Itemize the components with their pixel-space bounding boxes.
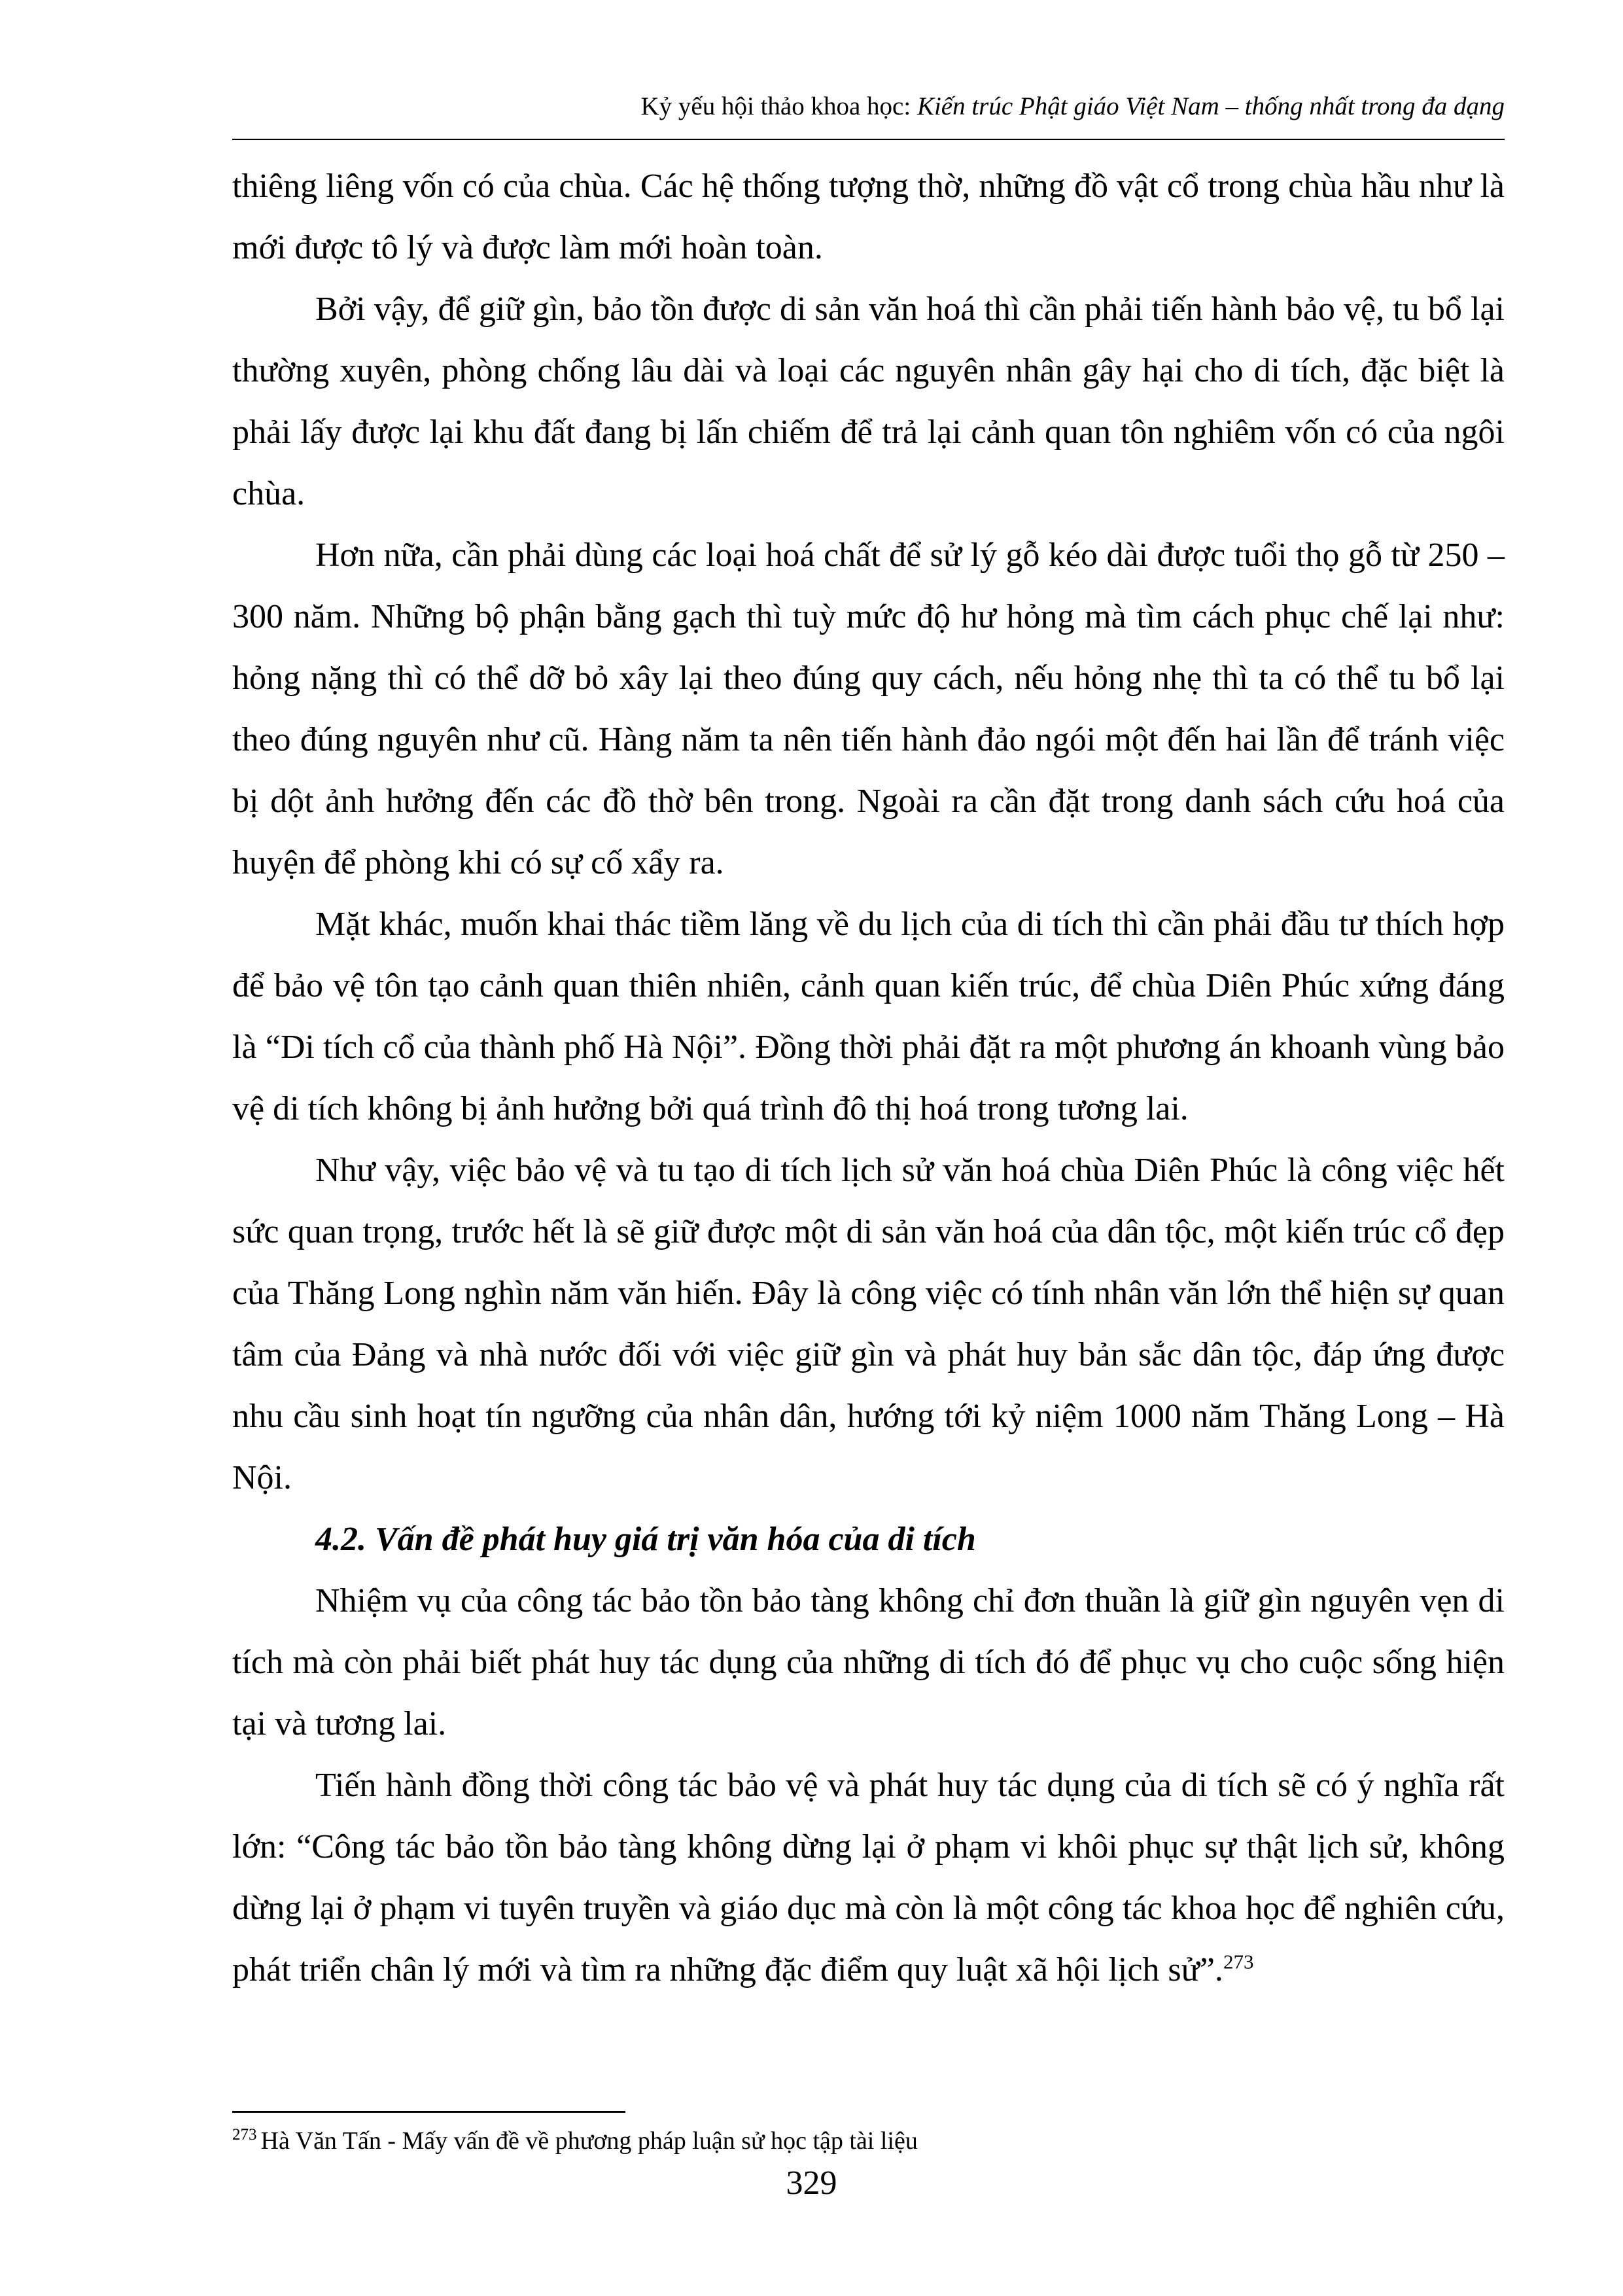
running-header-prefix: Kỷ yếu hội thảo khoa học: — [640, 92, 917, 120]
paragraph-tourism: Mặt khác, muốn khai thác tiềm lăng về du lịch của di tích thì cần phải đầu tư thích hợp để bảo vệ tôn tạo cảnh quan thiên nhiên, cảnh quan kiến trúc, để chùa Diên Phúc xứng đáng là “Di tích cổ của thành phố Hà Nội”. Đồng thời phải đặt ra một phương án khoanh vùng bảo vệ di tích không bị ảnh hưởng bởi quá trình đô thị hoá trong tương lai. — [232, 906, 1505, 1127]
running-header-title: Kiến trúc Phật giáo Việt Nam – thống nhất trong đa dạng — [916, 92, 1505, 120]
footnote-number: 273 — [232, 2126, 257, 2144]
footnote-reference[interactable]: 273 — [1223, 1950, 1254, 1973]
paragraph-conclusion: Như vậy, việc bảo vệ và tu tạo di tích lịch sử văn hoá chùa Diên Phúc là công việc hết sức quan trọng, trước hết là sẽ giữ được một di sản văn hoá của dân tộc, một kiến trúc cổ đẹp của Thăng Long nghìn năm văn hiến. Đây là công việc có tính nhân văn lớn thể hiện sự quan tâm của Đảng và nhà nước đối với việc giữ gìn và phát huy bản sắc dân tộc, đáp ứng được nhu cầu sinh hoạt tín ngưỡng của nhân dân, hướng tới kỷ niệm 1000 năm Thăng Long – Hà Nội. — [232, 1152, 1505, 1496]
paragraph-quote-text: Tiến hành đồng thời công tác bảo vệ và phát huy tác dụng của di tích sẽ có ý nghĩa rất lớn: “Công tác bảo tồn bảo tàng không dừng lại ở phạm vi khôi phục sự thật lịch sử, không dừng lại ở phạm vi tuyên truyền và giáo dục mà còn là một công tác khoa học để nghiên cứu, phát triển chân lý mới và tìm ra những đặc điểm quy luật xã hội lịch sử”. — [232, 1767, 1505, 1988]
paragraph-continuation: thiêng liêng vốn có của chùa. Các hệ thống tượng thờ, những đồ vật cổ trong chùa hầu như là mới được tô lý và được làm mới hoàn toàn. — [232, 168, 1505, 266]
paragraph-museum-task: Nhiệm vụ của công tác bảo tồn bảo tàng không chỉ đơn thuần là giữ gìn nguyên vẹn di tích mà còn phải biết phát huy tác dụng của những di tích đó để phục vụ cho cuộc sống hiện tại và tương lai. — [232, 1582, 1505, 1742]
header-divider — [232, 139, 1505, 140]
section-heading: 4.2. Vấn đề phát huy giá trị văn hóa của di tích — [315, 1521, 976, 1558]
footnote — [232, 2125, 918, 2157]
paragraph-preservation: Bởi vậy, để giữ gìn, bảo tồn được di sản văn hoá thì cần phải tiến hành bảo vệ, tu bổ lại thường xuyên, phòng chống lâu dài và loại các nguyên nhân gây hại cho di tích, đặc biệt là phải lấy được lại khu đất đang bị lấn chiếm để trả lại cảnh quan tôn nghiêm vốn có của ngôi chùa. — [232, 291, 1505, 512]
paragraph-wood-treatment: Hơn nữa, cần phải dùng các loại hoá chất để sử lý gỗ kéo dài được tuổi thọ gỗ từ 250 – 300 năm. Những bộ phận bằng gạch thì tuỳ mức độ hư hỏng mà tìm cách phục chế lại như: hỏng nặng thì có thể dỡ bỏ xây lại theo đúng quy cách, nếu hỏng nhẹ thì ta có thể tu bổ lại theo đúng nguyên như cũ. Hàng năm ta nên tiến hành đảo ngói một đến hai lần để tránh việc bị dột ảnh hưởng đến các đồ thờ bên trong. Ngoài ra cần đặt trong danh sách cứu hoá của huyện để phòng khi có sự cố xẩy ra. — [232, 537, 1505, 881]
main-text — [232, 156, 1505, 2001]
paragraph-quote — [232, 1755, 1505, 2001]
running-header — [641, 90, 1505, 123]
footnote-divider — [232, 2111, 625, 2113]
page-number: 329 — [786, 2164, 837, 2202]
footnote-text: Hà Văn Tấn - Mấy vấn đề về phương pháp luận sử học tập tài liệu — [260, 2127, 918, 2155]
